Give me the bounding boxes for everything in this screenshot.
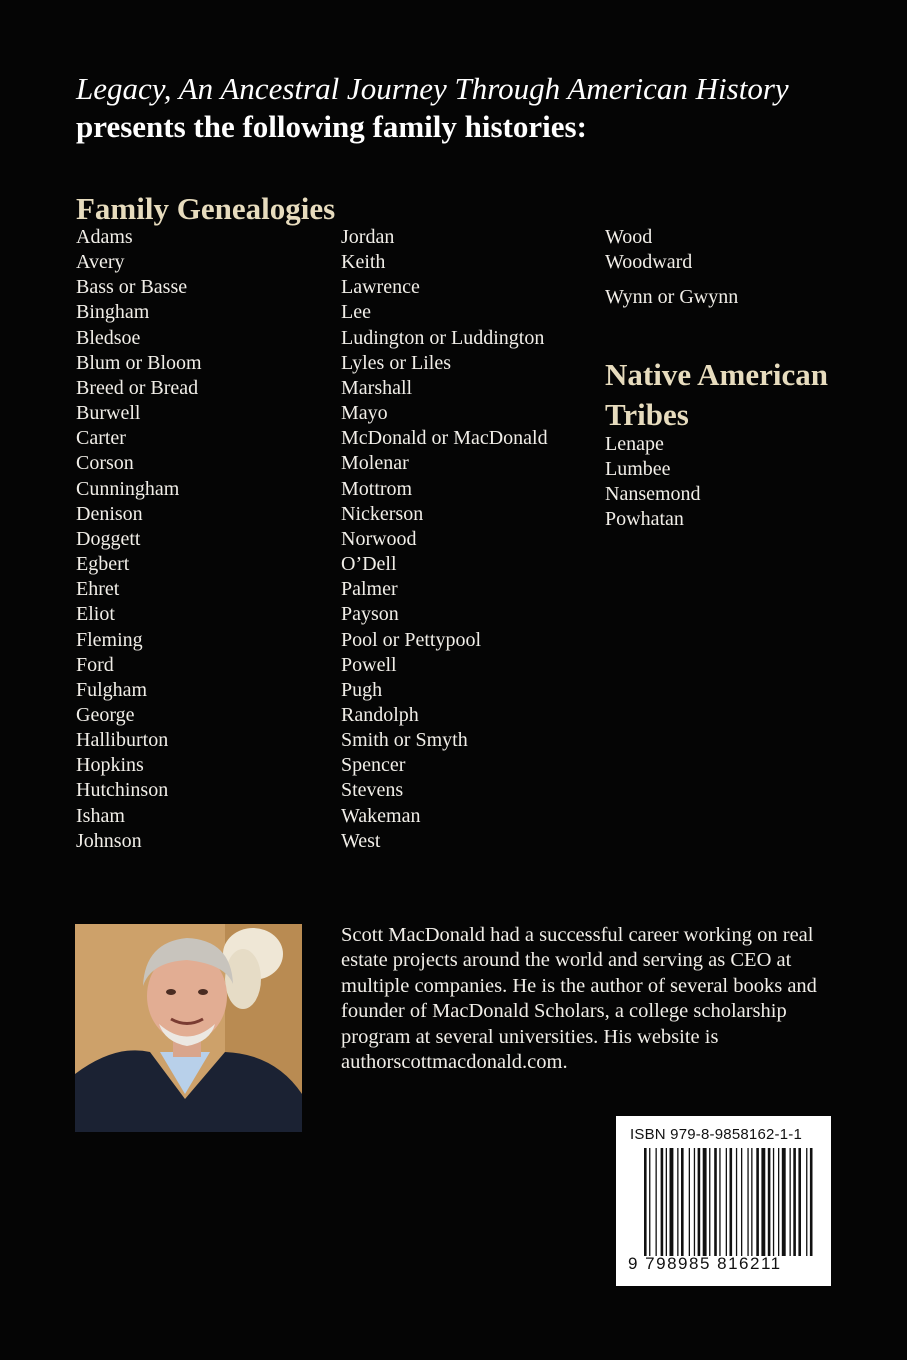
list-item: Powhatan [605,508,684,531]
barcode-bar [703,1148,707,1256]
barcode-bar [741,1148,742,1256]
list-item: Eliot [76,603,115,626]
barcode-bar [798,1148,801,1256]
genealogy-column-1 [76,225,202,854]
list-item: Ehret [76,578,120,601]
list-item: Avery [76,251,125,274]
list-item: Ford [76,653,114,676]
list-item: Pool or Pettypool [341,628,482,651]
list-item: Nickerson [341,502,424,525]
barcode-bar [726,1148,727,1256]
list-item: Bass or Basse [76,276,188,299]
isbn-label: ISBN 979-8-9858162-1-1 [630,1126,803,1143]
list-item: Lumbee [605,458,671,481]
barcode-bar [698,1148,701,1256]
list-item: Wakeman [341,804,421,827]
list-item: Lee [341,301,371,324]
barcode-bar [709,1148,710,1256]
tribes-list [605,432,701,533]
list-item: Norwood [341,527,417,550]
barcode-icon [644,1148,824,1258]
barcode-bar [806,1148,807,1256]
list-item: Bledsoe [76,326,141,349]
barcode-bar [761,1148,765,1256]
list-item: Halliburton [76,729,169,752]
list-item: Lyles or Liles [341,351,451,374]
list-item: Marshall [341,376,413,399]
barcode-bar [649,1148,650,1256]
list-item: Fleming [76,628,143,651]
genealogy-column-2 [341,225,548,854]
list-item: Johnson [76,829,142,852]
barcode-bar [756,1148,759,1256]
barcode-bar [747,1148,748,1256]
list-item: Hopkins [76,754,144,777]
list-item: Nansemond [605,483,701,506]
tribes-heading-line-2: Tribes [605,397,689,432]
barcode-bar [714,1148,717,1256]
author-bio: Scott MacDonald had a successful career working on real estate projects around the world and serving as CEO at multiple companies. He is the author of several books and founder of MacDonald Scholars, a college scholarship program at several universities. His website is authorscottmacdonald.com. [341,924,817,1074]
list-item: Payson [341,603,399,626]
barcode-bar [661,1148,664,1256]
list-item: Bingham [76,301,150,324]
list-item: Wynn or Gwynn [605,286,739,308]
barcode-bar [644,1148,647,1256]
barcode-bar [670,1148,674,1256]
barcode-bar [681,1148,684,1256]
list-item: Breed or Bread [76,376,199,399]
list-item: Palmer [341,578,398,601]
author-portrait-image [75,924,302,1132]
list-item: Woodward [605,251,693,274]
barcode-digits: 9 798985 816211 [628,1254,782,1273]
barcode-bar [751,1148,752,1256]
barcode-bar [736,1148,737,1256]
list-item: Doggett [76,527,141,550]
list-item: Hutchinson [76,779,169,802]
barcode-bar [773,1148,774,1256]
barcode-bar [730,1148,733,1256]
intro-subtitle: presents the following family histories: [76,109,587,144]
list-item: O’Dell [341,553,397,576]
list-item: Randolph [341,703,419,726]
list-item: Denison [76,502,143,525]
list-item: Pugh [341,678,383,701]
list-item: West [341,829,381,852]
barcode-bar [768,1148,771,1256]
native-american-tribes-heading [605,355,865,435]
list-item: Lenape [605,433,664,455]
family-genealogies-heading: Family Genealogies [76,191,336,226]
list-item: Stevens [341,779,404,802]
list-item: Carter [76,427,126,450]
barcode-bar [778,1148,779,1256]
barcode-bar [656,1148,657,1256]
list-item: George [76,703,135,726]
barcode-bar [689,1148,690,1256]
list-item: Cunningham [76,477,180,500]
list-item: Mottrom [341,477,413,500]
list-item: Powell [341,653,397,676]
genealogy-column-3-extra [605,285,738,310]
list-item: Mayo [341,402,388,425]
list-item: Molenar [341,452,409,475]
barcode-bar [694,1148,695,1256]
barcode-bar [782,1148,786,1256]
intro [76,70,856,146]
tribes-heading-line-1: Native American [605,357,828,392]
barcode-block [616,1116,831,1286]
barcode-bar [666,1148,667,1256]
list-item: Wood [605,226,653,248]
list-item: Adams [76,226,133,248]
book-title: Legacy, An Ancestral Journey Through American History [76,71,789,106]
list-item: Egbert [76,553,130,576]
list-item: Ludington or Luddington [341,326,545,349]
barcode-bar [810,1148,813,1256]
barcode-bar [719,1148,720,1256]
barcode-bar [677,1148,678,1256]
author-photo [75,924,302,1132]
list-item: Lawrence [341,276,420,299]
list-item: Blum or Bloom [76,351,202,374]
list-item: Burwell [76,402,141,425]
list-item: Keith [341,251,386,274]
list-item: Smith or Smyth [341,729,468,752]
list-item: Corson [76,452,134,475]
genealogy-column-3 [605,225,692,275]
list-item: Isham [76,804,125,827]
list-item: Spencer [341,754,406,777]
barcode-bar [793,1148,796,1256]
barcode-bar [790,1148,791,1256]
list-item: McDonald or MacDonald [341,427,548,450]
list-item: Fulgham [76,678,148,701]
list-item: Jordan [341,226,395,248]
